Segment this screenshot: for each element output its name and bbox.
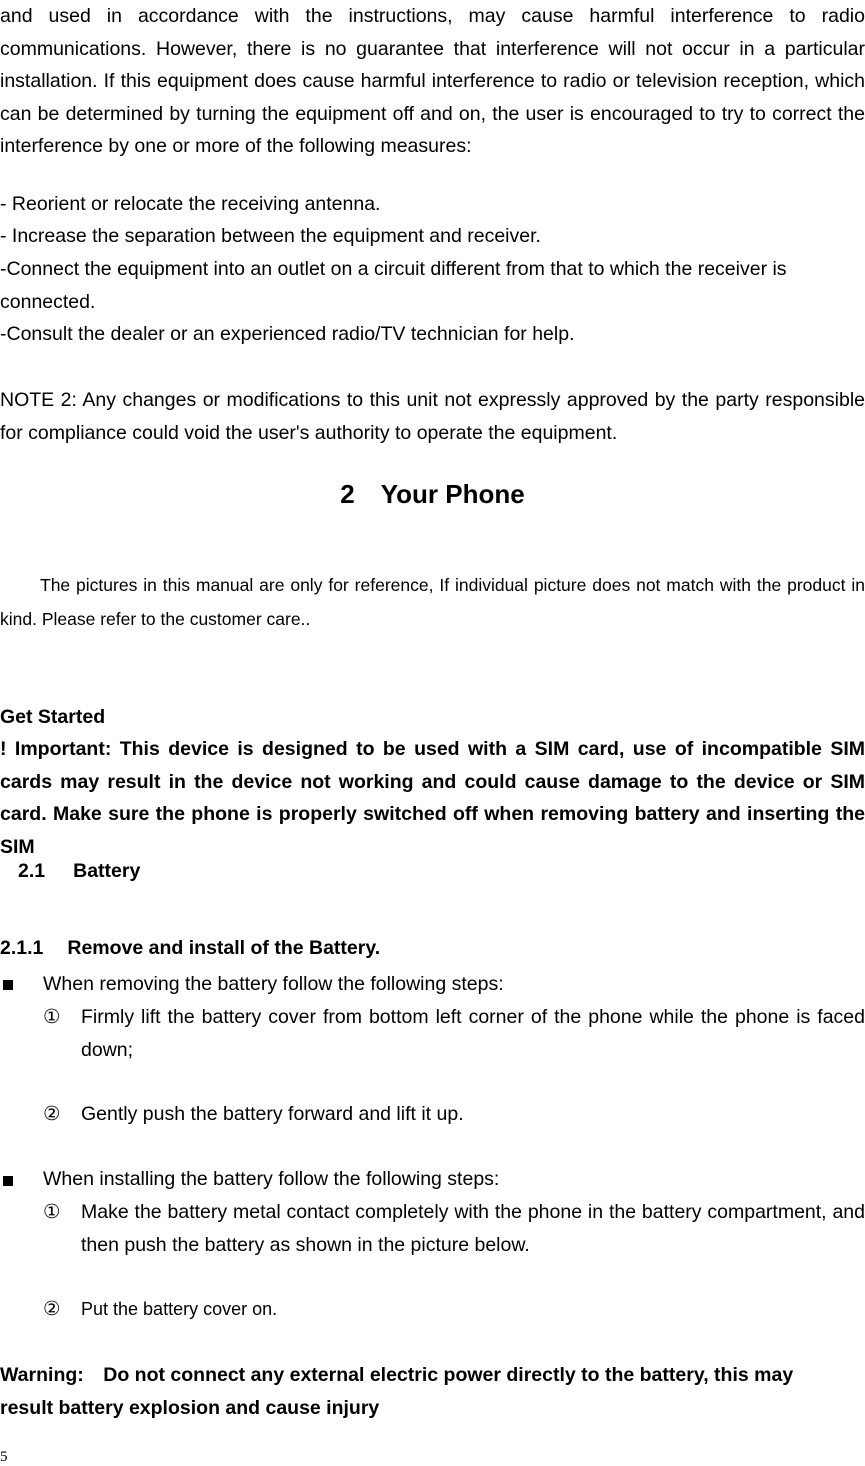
installing-step-1: Make the battery metal contact completely with the phone in the battery compartment, and then push the battery as shown in the picture below.: [81, 1201, 865, 1256]
section-2-1-1-heading: [0, 932, 380, 965]
removing-lead: When removing the battery follow the following steps:: [43, 973, 504, 995]
step-marker: ②: [43, 1103, 61, 1125]
section-2-1-heading: [18, 855, 140, 888]
measure-item: -Consult the dealer or an experienced radio/TV technician for help.: [0, 323, 575, 345]
step-marker: ①: [43, 1006, 61, 1028]
removing-step-1: Firmly lift the battery cover from bottom left corner of the phone while the phone is faced down;: [81, 1006, 865, 1061]
section-title: Battery: [73, 860, 141, 882]
step-marker: ①: [43, 1201, 61, 1223]
measure-item: -Connect the equipment into an outlet on a circuit different from that to which the receiver is connected.: [0, 258, 787, 313]
square-bullet-icon: [3, 980, 13, 990]
section-number: 2.1.1: [0, 937, 44, 959]
installing-lead: When installing the battery follow the following steps:: [43, 1168, 500, 1190]
square-bullet-icon: [3, 1176, 13, 1186]
section-title: Remove and install of the Battery.: [67, 937, 381, 959]
measure-item: - Reorient or relocate the receiving antenna.: [0, 193, 381, 215]
warning-notice: Warning: Do not connect any external electric power directly to the battery, this may result battery explosion and cause injury: [0, 1364, 794, 1419]
important-notice: ! Important: This device is designed to be used with a SIM card, use of incompatible SIM cards may result in the device not working and could cause damage to the device or SIM card. Make sure the phone is properly switched off when removing battery and inserting the SIM: [0, 738, 865, 858]
section-number: 2.1: [18, 860, 46, 882]
step-marker: ②: [43, 1298, 61, 1320]
fcc-intro-paragraph: and used in accordance with the instructions, may cause harmful interference to radio communications. However, there is no guarantee that interference will not occur in a particular installation. If this equipment does cause harmful interference to radio or television reception, which can be determined by turning the equipment off and on, the user is encouraged to try to correct the interference by one or more of the following measures:: [0, 5, 865, 158]
page-number: 5: [0, 1449, 8, 1465]
removing-step-2: Gently push the battery forward and lift it up.: [81, 1103, 464, 1125]
reference-note: The pictures in this manual are only for reference, If individual picture does not match with the product in kind. Please refer to the customer care..: [0, 575, 865, 629]
chapter-heading: 2 Your Phone: [340, 479, 525, 509]
note-2-paragraph: NOTE 2: Any changes or modifications to this unit not expressly approved by the party responsible for compliance could void the user's authority to operate the equipment.: [0, 389, 865, 444]
measure-item: - Increase the separation between the equipment and receiver.: [0, 225, 541, 247]
get-started-heading: Get Started: [0, 706, 106, 728]
installing-step-2: Put the battery cover on.: [81, 1299, 278, 1319]
